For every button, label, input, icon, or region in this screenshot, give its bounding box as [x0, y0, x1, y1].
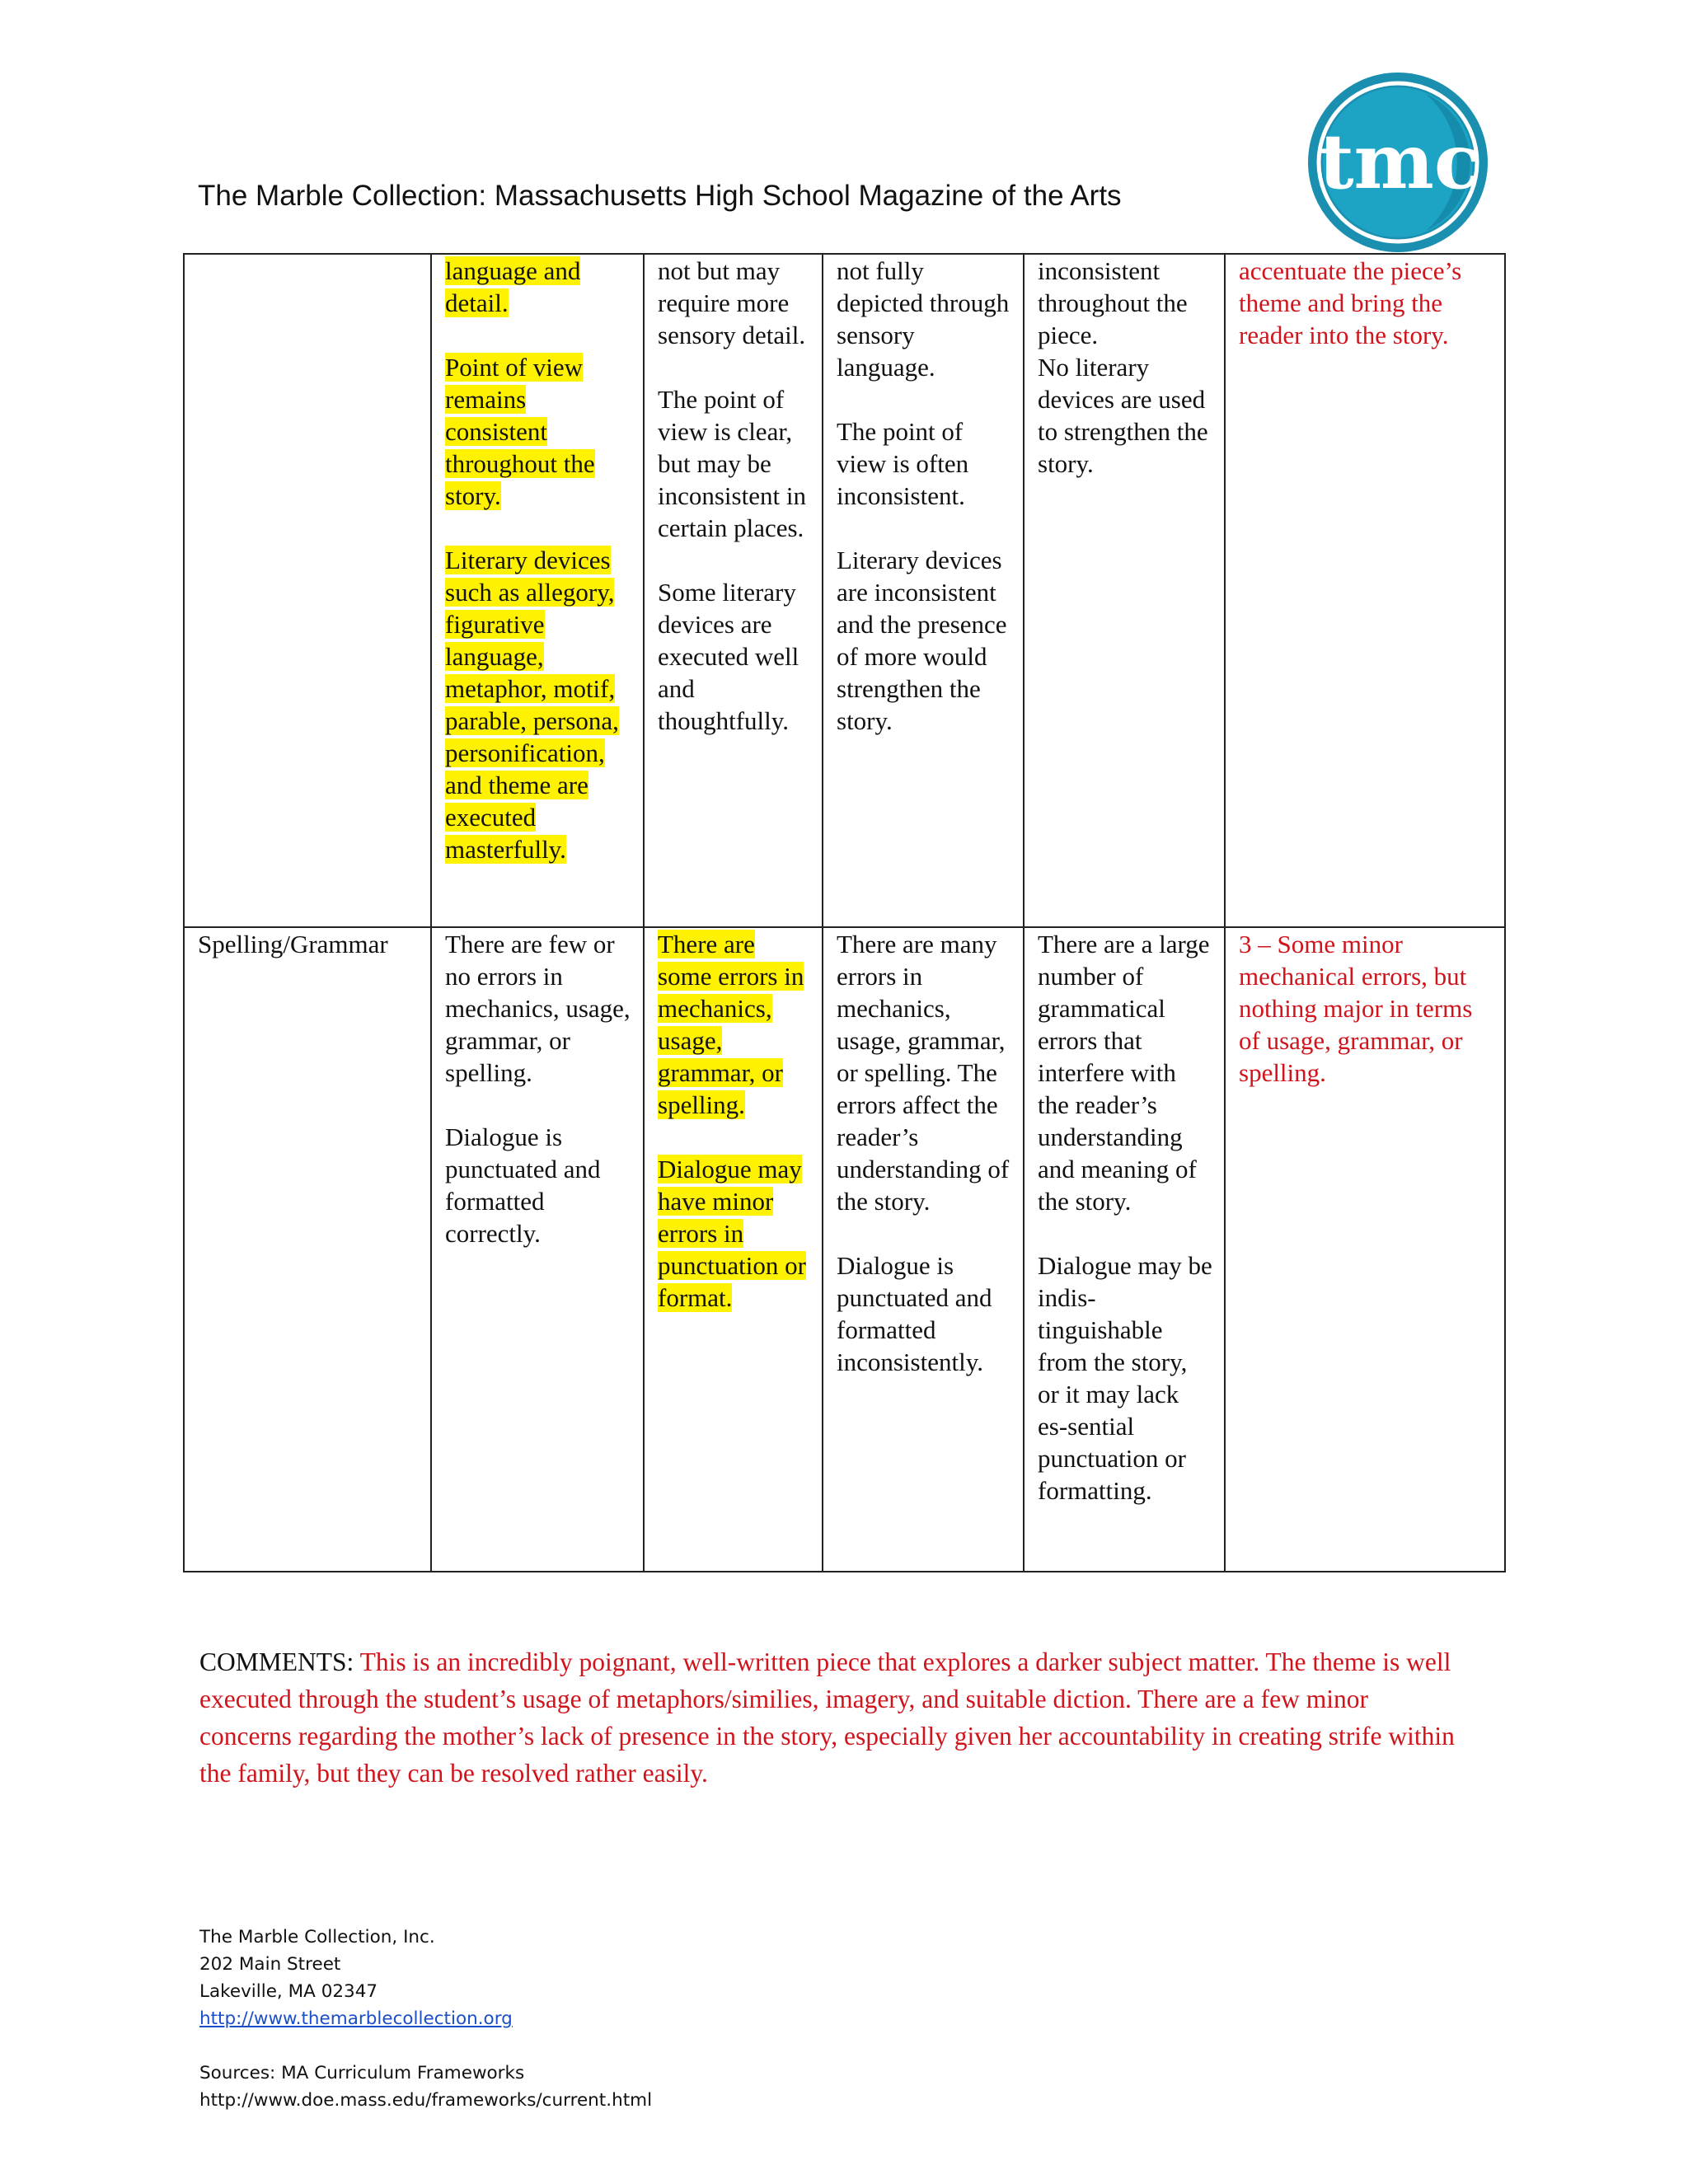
comments-text: This is an incredibly poignant, well-written piece that explores a darker subject matter. The theme is well executed through the student’s usage of metaphors/similies, imagery, and suitable diction. There are a few minor concerns regarding the mother’s lack of presence in the story, especially given her accountability in creating strife within the family, but they can be resolved rather easily. [199, 1647, 1455, 1788]
page-header-title: The Marble Collection: Massachusetts High School Magazine of the Arts [198, 180, 1122, 212]
row1-col2-cell: not but may require more sensory detail. The point of view is clear, but may be inconsistent in certain places. Some literary devices are executed well and thoughtfully. [644, 254, 823, 927]
row2-col1-cell: There are few or no errors in mechanics, usage, grammar, or spelling. Dialogue is punctuated and formatted correctly. [431, 927, 644, 1572]
footer-sources-url: http://www.doe.mass.edu/frameworks/current.html [199, 2090, 653, 2111]
highlighted-text: Point of view remains consistent throughout the story. [445, 353, 595, 510]
footer-org: The Marble Collection, Inc. [199, 1927, 435, 1947]
highlighted-text: Dialogue may have minor errors in punctuation or format. [658, 1155, 806, 1312]
category-label: Spelling/Grammar [198, 930, 388, 958]
comments-section [199, 1643, 1461, 1792]
row1-col1-cell [431, 254, 644, 927]
website-link[interactable]: http://www.themarblecollection.org [199, 2008, 513, 2029]
footer [199, 1924, 652, 2114]
evaluator-comment: 3 – Some minor mechanical errors, but nothing major in terms of usage, grammar, or spelling. [1239, 930, 1473, 1087]
comments-label: COMMENTS: [199, 1647, 354, 1676]
row2-col3-cell: There are many errors in mechanics, usage, grammar, or spelling. The errors affect the reader’s understanding of the story. Dialogue is punctuated and formatted inconsistently. [823, 927, 1024, 1572]
rubric-table [183, 253, 1506, 1572]
row1-category-cell [184, 254, 431, 927]
table-row [184, 927, 1505, 1572]
highlighted-text: language and detail. [445, 256, 581, 317]
table-row [184, 254, 1505, 927]
tmc-logo-icon [1302, 71, 1493, 254]
row2-col2-cell [644, 927, 823, 1572]
footer-sources-label: Sources: MA Curriculum Frameworks [199, 2063, 525, 2083]
row1-col4-cell: inconsistent throughout the piece. No literary devices are used to strengthen the story. [1024, 254, 1225, 927]
logo-text: tmc [1319, 117, 1480, 206]
evaluator-comment: accentuate the piece’s theme and bring the reader into the story. [1239, 256, 1462, 349]
highlighted-text: Literary devices such as allegory, figurative language, metaphor, motif, parable, persona, personification, and theme are executed masterfully. [445, 546, 619, 864]
row1-comment-cell [1225, 254, 1505, 927]
row2-col4-cell: There are a large number of grammatical errors that interfere with the reader’s understanding and meaning of the story. Dialogue may be indis-tinguishable from the story, or it may lack es-sential punctuation or formatting. [1024, 927, 1225, 1572]
footer-street: 202 Main Street [199, 1954, 341, 1975]
row1-col3-cell: not fully depicted through sensory language. The point of view is often inconsistent. Literary devices are inconsistent and the presence of more would strengthen the story. [823, 254, 1024, 927]
highlighted-text: There are some errors in mechanics, usage, grammar, or spelling. [658, 930, 804, 1119]
row2-comment-cell [1225, 927, 1505, 1572]
row2-category-cell [184, 927, 431, 1572]
footer-city: Lakeville, MA 02347 [199, 1981, 378, 2002]
